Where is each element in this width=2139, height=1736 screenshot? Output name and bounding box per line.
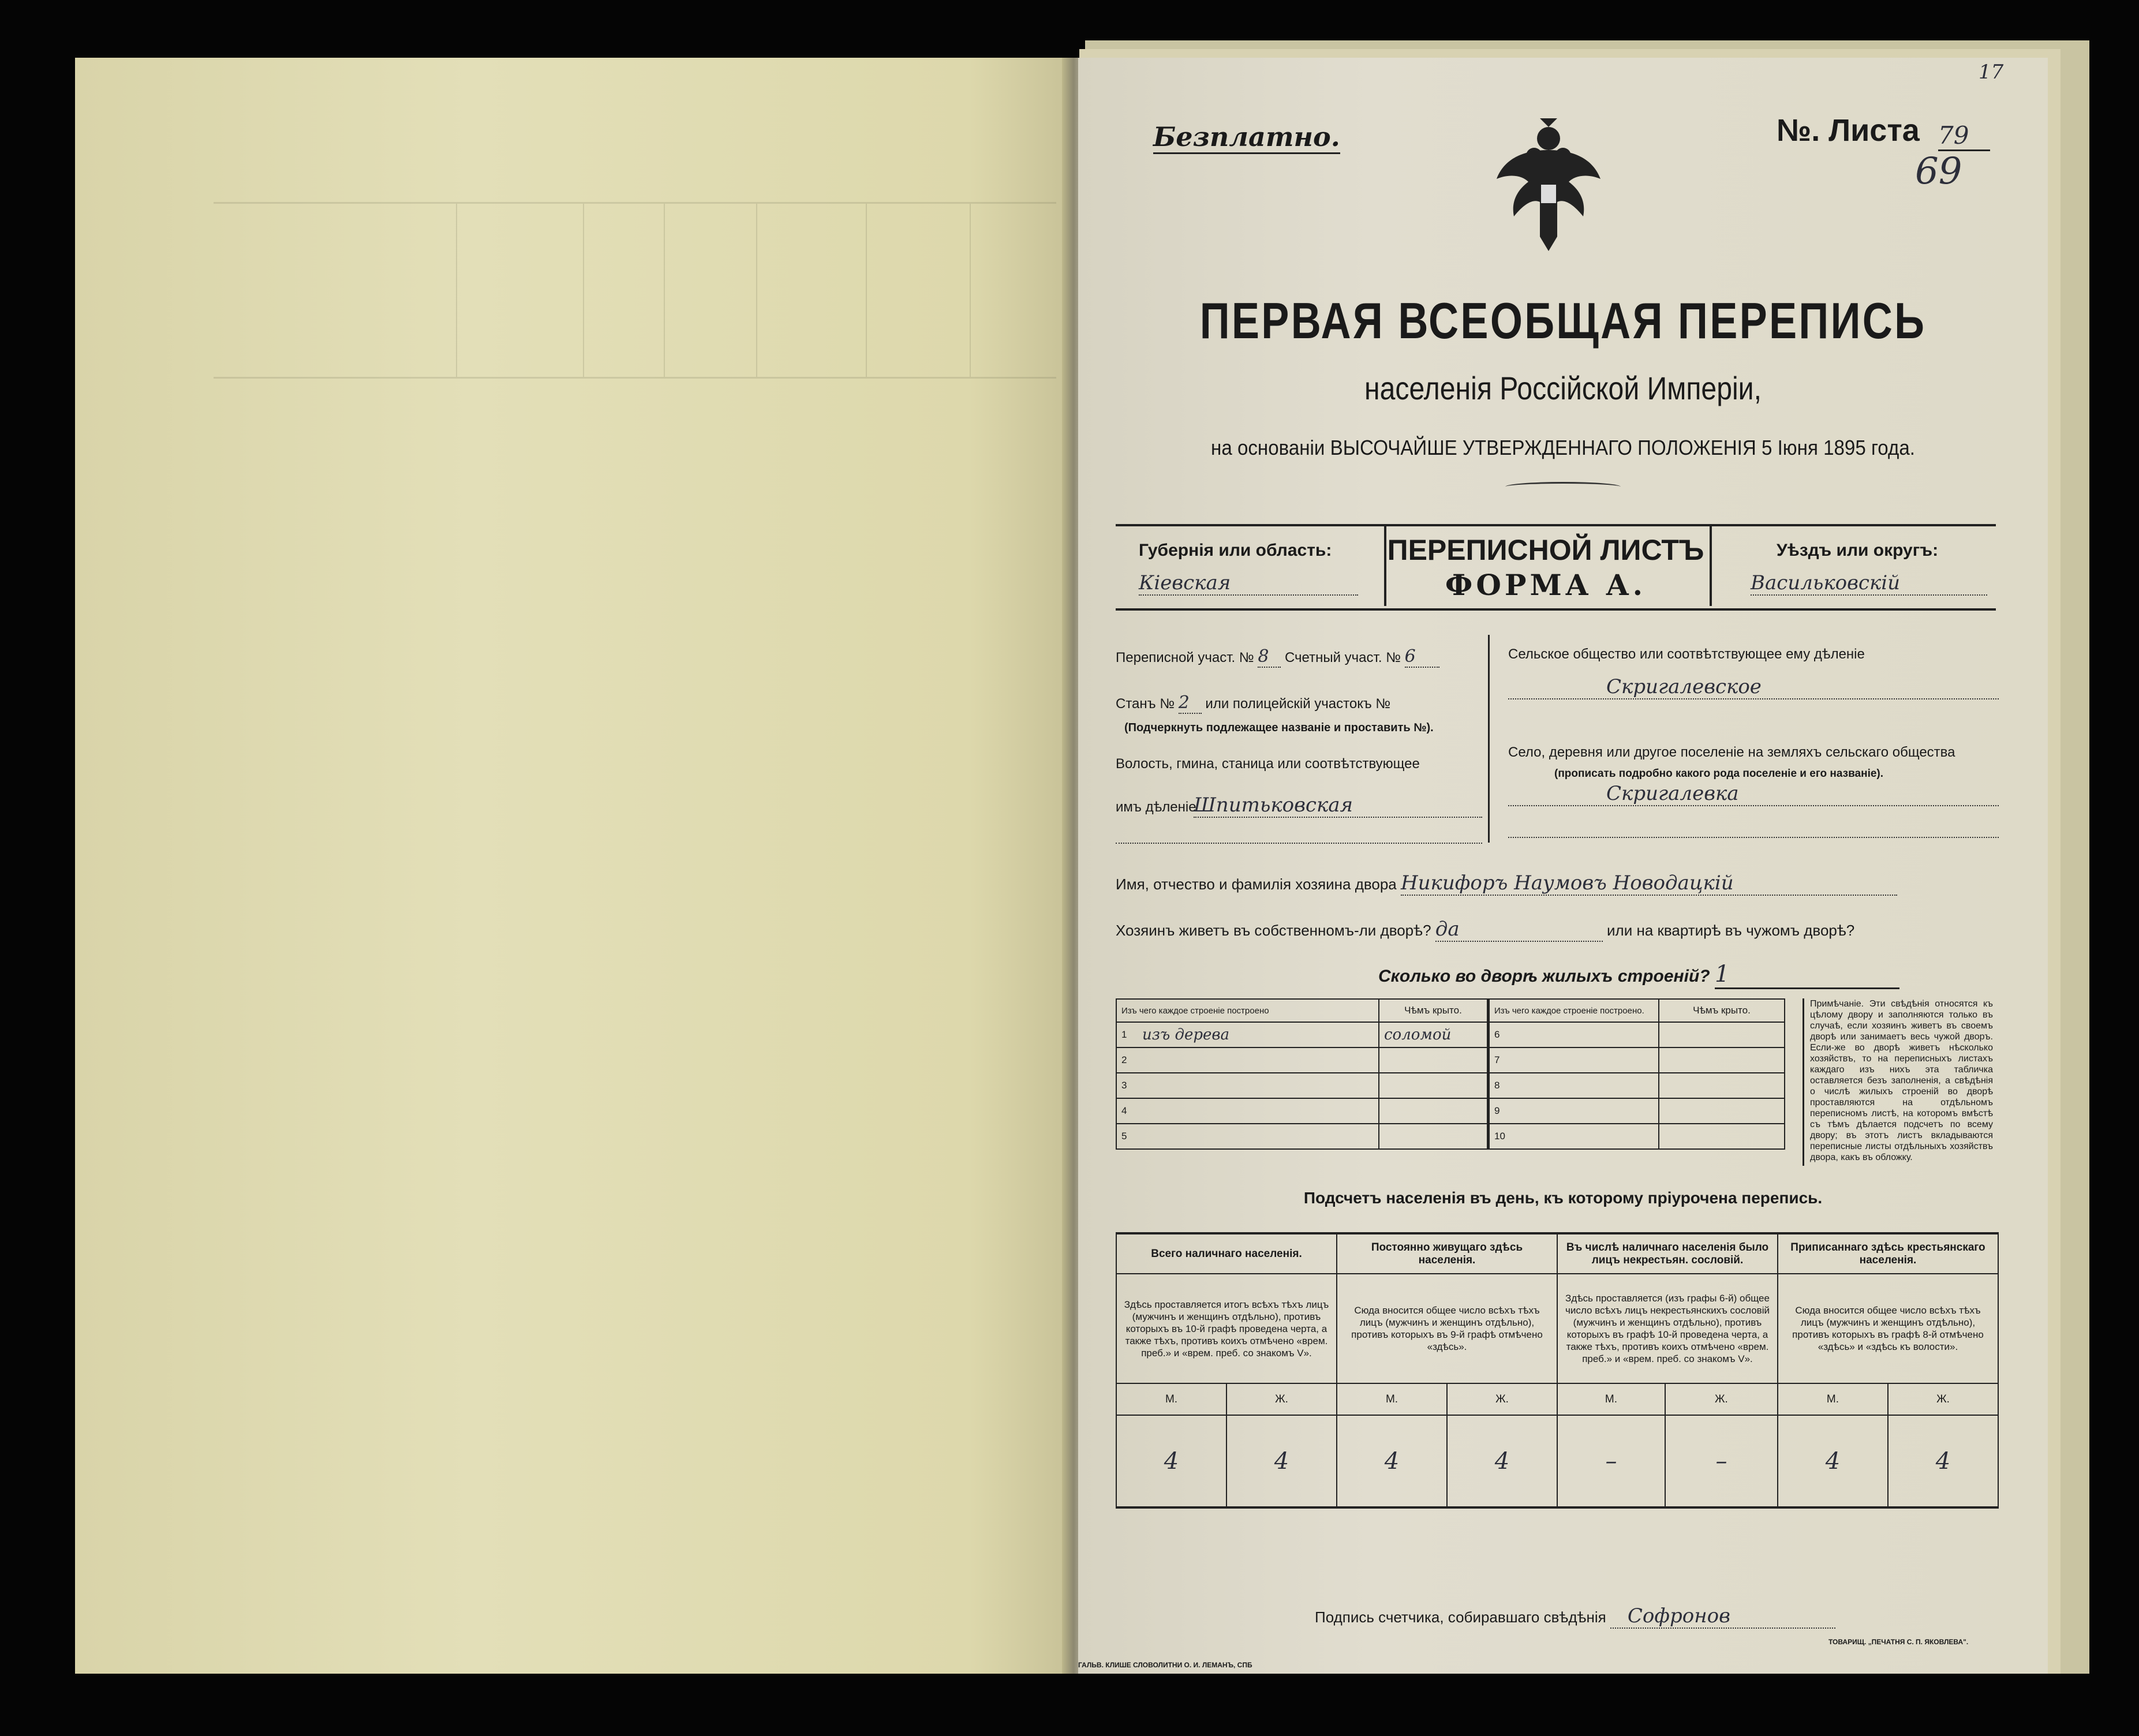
female-label: Ж.	[1888, 1383, 1998, 1415]
count-desc-4: Сюда вносится общее число всѣхъ тѣхъ лицъ (мужчинъ и женщинъ отдѣльно), противъ которыхъ въ графѣ 8-й отмѣчено «здѣсь» и «здѣсь къ волости».	[1792, 1305, 1984, 1352]
owner-name-row	[1116, 871, 1897, 896]
sheet-number-label: №. Листа	[1777, 113, 1920, 148]
district-value: Васильковскій	[1751, 571, 1987, 596]
owner-name-value: Никифоръ Наумовъ Новодацкій	[1401, 871, 1897, 896]
row-number: 3	[1116, 1073, 1138, 1098]
count-desc-3: Здѣсь проставляется (изъ графы 6-й) общее число всѣхъ лицъ некрестьянскихъ сословій (мужчинъ и женщинъ отдѣльно), противъ которыхъ въ графѣ 10-й проведена черта, а также тѣхъ, противъ коихъ отмѣчено «врем. преб.» и «врем. преб. со знакомъ V».	[1565, 1293, 1770, 1364]
stan-value: 2	[1179, 693, 1202, 714]
buildings-row	[1378, 961, 1899, 989]
count-head-2: Постоянно живущаго здѣсь населенія.	[1371, 1241, 1523, 1266]
female-label: Ж.	[1447, 1383, 1557, 1415]
female-label: Ж.	[1665, 1383, 1778, 1415]
buildings-label: Сколько во дворѣ жилыхъ строеній?	[1378, 967, 1710, 986]
roof-header-right: Чѣмъ крыто.	[1693, 1005, 1751, 1016]
region-box	[1116, 524, 1996, 611]
form-subtitle: ФОРМА А.	[1445, 568, 1647, 602]
count-area-label: Счетный участ. №	[1284, 650, 1401, 665]
female-label: Ж.	[1226, 1383, 1337, 1415]
sheet-number-value: 79	[1938, 121, 1990, 151]
male-label: М.	[1116, 1383, 1226, 1415]
police-area-label: или полицейскій участокъ №	[1205, 696, 1391, 712]
underline-note: (Подчеркнуть подлежащее названіе и проставить №).	[1124, 721, 1434, 734]
count-value-female: 4	[1226, 1415, 1337, 1507]
owner-name-label: Имя, отчество и фамилія хозяина двора	[1116, 876, 1397, 893]
location-divider	[1488, 635, 1490, 843]
owner-lives-label: Хозяинъ живетъ въ собственномъ-ли дворѣ?	[1116, 922, 1431, 939]
building-roof: соломой	[1379, 1022, 1489, 1047]
buildings-table	[1116, 998, 1785, 1150]
printer-left: ГАЛЬВ. КЛИШЕ СЛОВОЛИТНИ О. И. ЛЕМАНЪ, СПБ	[1078, 1661, 1252, 1669]
printer-right: ТОВАРИЩ. „ПЕЧАТНЯ С. П. ЯКОВЛЕВА".	[1828, 1638, 1969, 1646]
count-value-male: 4	[1778, 1415, 1888, 1507]
census-area-value: 8	[1258, 646, 1281, 668]
imperial-eagle-icon	[1494, 115, 1603, 254]
signature-label: Подпись счетчика, собиравшаго свѣдѣнія	[1315, 1608, 1606, 1626]
bleed-through-table	[214, 202, 1056, 379]
count-value-female: 4	[1888, 1415, 1998, 1507]
volost-label-2: имъ дѣленіе	[1116, 799, 1196, 815]
owner-lives-alt-label: или на квартирѣ въ чужомъ дворѣ?	[1607, 922, 1855, 939]
village-label: Село, деревня или другое поселеніе на земляхъ сельскаго общества	[1508, 744, 1955, 760]
rural-society-label: Сельское общество или соотвѣтствующее ему дѣленіе	[1508, 646, 1865, 662]
owner-lives-row	[1116, 918, 1854, 942]
district-label: Уѣздъ или округъ:	[1777, 541, 1939, 560]
stan-label: Станъ №	[1116, 696, 1175, 712]
owner-lives-value: да	[1435, 918, 1603, 942]
legal-basis: на основаніи ВЫСОЧАЙШЕ УТВЕРЖДЕННАГО ПОЛОЖЕНІЯ 5 Іюня 1895 года.	[1211, 436, 1915, 459]
village-note: (прописать подробно какого рода поселеніе и его названіе).	[1554, 768, 1884, 780]
page-stamp-number: 69	[1915, 150, 1962, 193]
roof-header: Чѣмъ крыто.	[1404, 1005, 1462, 1016]
row-number: 9	[1489, 1098, 1511, 1124]
corner-mark: 17	[1979, 61, 2004, 84]
count-value-female: 4	[1447, 1415, 1557, 1507]
count-head-1: Всего наличнаго населенія.	[1151, 1247, 1302, 1260]
count-title: Подсчетъ населенія въ день, къ которому пріурочена перепись.	[1303, 1189, 1823, 1207]
count-value-male: 4	[1116, 1415, 1226, 1507]
male-label: М.	[1778, 1383, 1888, 1415]
row-number: 8	[1489, 1073, 1511, 1098]
population-count-table	[1116, 1232, 1999, 1509]
row-number: 2	[1116, 1047, 1138, 1073]
volost-label: Волость, гмина, станица или соотвѣтствующее	[1116, 756, 1420, 772]
rural-society-value: Скригалевское	[1508, 675, 1999, 699]
form-title: ПЕРЕПИСНОЙ ЛИСТЪ	[1387, 534, 1704, 566]
row-number: 1	[1116, 1022, 1138, 1047]
census-form-page	[1078, 58, 2048, 1674]
count-value-female: –	[1665, 1415, 1778, 1507]
row-number: 5	[1116, 1124, 1138, 1149]
count-head-3: Въ числѣ наличнаго населенія было лицъ некрестьян. сословій.	[1566, 1241, 1769, 1266]
signature-value: Софронов	[1610, 1604, 1835, 1629]
census-title: ПЕРВАЯ ВСЕОБЩАЯ ПЕРЕПИСЬ	[1199, 292, 1927, 349]
count-head-4: Приписаннаго здѣсь крестьянскаго населенія.	[1790, 1241, 1985, 1266]
ornament-divider	[1505, 482, 1621, 492]
census-area-label: Переписной участ. №	[1116, 650, 1254, 665]
count-value-male: –	[1557, 1415, 1665, 1507]
census-subtitle: населенія Россійской Имперіи,	[1364, 370, 1762, 406]
signature-row	[1315, 1604, 1835, 1629]
count-desc-1: Здѣсь проставляется итогъ всѣхъ тѣхъ лицъ (мужчинъ и женщинъ отдѣльно), противъ которыхъ въ 10-й графѣ проведена черта, а также тѣхъ, противъ коихъ отмѣчено «врем. преб.» и «врем. преб. со знакомъ V».	[1124, 1299, 1329, 1359]
village-value: Скригалевка	[1508, 782, 1999, 806]
province-label: Губернія или область:	[1139, 541, 1332, 560]
count-value-male: 4	[1337, 1415, 1447, 1507]
material-header-right: Изъ чего каждое строеніе построено.	[1494, 1005, 1644, 1016]
male-label: М.	[1337, 1383, 1447, 1415]
left-page	[75, 58, 1068, 1674]
free-label: Безплатно.	[1153, 121, 1340, 154]
buildings-value: 1	[1715, 961, 1899, 989]
count-area-value: 6	[1405, 646, 1439, 668]
male-label: М.	[1557, 1383, 1665, 1415]
count-desc-2: Сюда вносится общее число всѣхъ тѣхъ лицъ (мужчинъ и женщинъ отдѣльно), противъ которыхъ въ 9-й графѣ отмѣчено «здѣсь».	[1351, 1305, 1543, 1352]
row-number: 7	[1489, 1047, 1511, 1073]
row-number: 10	[1489, 1124, 1511, 1149]
material-header: Изъ чего каждое строеніе построено	[1121, 1005, 1269, 1016]
row-number: 4	[1116, 1098, 1138, 1124]
province-value: Кіевская	[1139, 571, 1358, 596]
row-number: 6	[1489, 1022, 1511, 1047]
volost-value: Шпитьковская	[1194, 794, 1482, 818]
buildings-note: Примѣчаніе. Эти свѣдѣнія относятся къ цѣлому двору и заполняются только въ случаѣ, если хозяинъ живетъ въ своемъ дворѣ или занимаетъ весь чужой дворъ. Если-же во дворѣ живетъ нѣсколько хозяйствъ, то на переписныхъ листахъ каждаго изъ нихъ эта табличка оставляется безъ заполненія, а свѣдѣнія о числѣ жилыхъ строеній во дворѣ проставляются на отдѣльномъ переписномъ листѣ, на которомъ вмѣстѣ съ тѣмъ дѣлается подсчетъ по всему двору; въ этотъ листъ вкладываются переписные листы отдѣльныхъ хозяйствъ двора, какъ въ обложку.	[1803, 998, 1993, 1166]
building-material: изъ дерева	[1138, 1022, 1379, 1047]
